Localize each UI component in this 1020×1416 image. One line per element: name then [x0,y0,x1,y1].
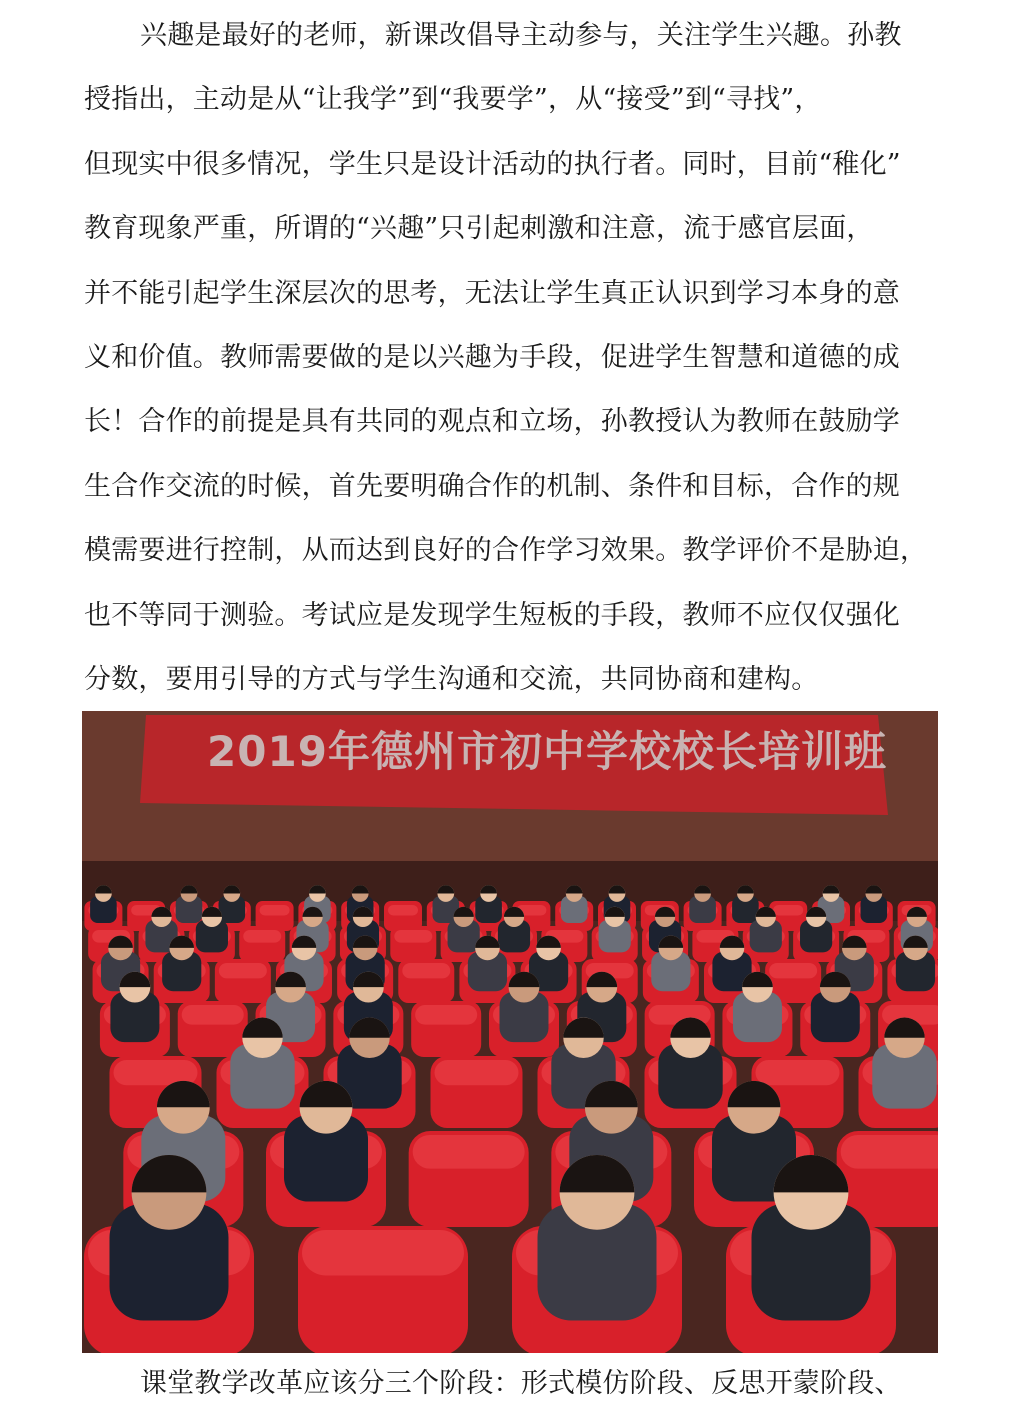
text-line: 分数，要用引导的方式与学生沟通和交流，共同协商和建构。 [84,663,819,695]
seat-highlight [773,905,803,916]
text-line: 兴趣是最好的老师，新课改倡导主动参与，关注学生兴趣。孙教 [140,20,902,51]
seat-highlight [394,930,432,943]
paragraph-main [84,4,940,712]
text-line: 长！合作的前提是具有共同的观点和立场，孙教授认为教师在鼓励学 [84,406,900,438]
text-line: 教育现象严重，所谓的“兴趣”只引起刺激和注意，流于感官层面， [84,213,874,245]
seat-highlight [756,1060,840,1085]
seat-highlight [402,963,450,978]
text-line: 但现实中很多情况，学生只是设计活动的执行者。同时，目前“稚化” [84,148,901,180]
seat-highlight [388,905,418,916]
photo-illustration [82,711,938,1353]
text-line: 也不等同于测验。考试应是发现学生短板的手段，教师不应仅仅强化 [84,599,900,631]
seat-highlight [413,1135,525,1169]
text-line: 课堂教学改革应该分三个阶段：形式模仿阶段、反思开蒙阶段、 [140,1368,902,1399]
text-line: 授指出，主动是从“让我学”到“我要学”，从“接受”到“寻找”， [84,84,822,116]
seat-highlight [415,1005,477,1025]
seat-highlight [302,1230,464,1276]
text-line: 并不能引起学生深层次的思考，无法让学生真正认识到学习本身的意 [84,277,900,309]
seat-highlight [219,963,267,978]
seat-highlight [841,1135,938,1169]
seat-highlight [243,930,281,943]
seat-highlight [435,1060,519,1085]
seat-highlight [182,1005,244,1025]
text-line: 义和价值。教师需要做的是以兴趣为手段，促进学生智慧和道德的成 [84,341,900,373]
classroom-photo [82,711,938,1353]
text-line: 生合作交流的时候，首先要明确合作的机制、条件和目标，合作的规 [84,470,900,502]
seat-highlight [260,905,290,916]
text-line: 模需要进行控制，从而达到良好的合作学习效果。教学评价不是胁迫， [84,535,928,567]
banner-text: 2019年德州市初中学校校长培训班 [207,727,887,776]
seat-highlight [769,963,817,978]
paragraph-next [84,1352,940,1416]
